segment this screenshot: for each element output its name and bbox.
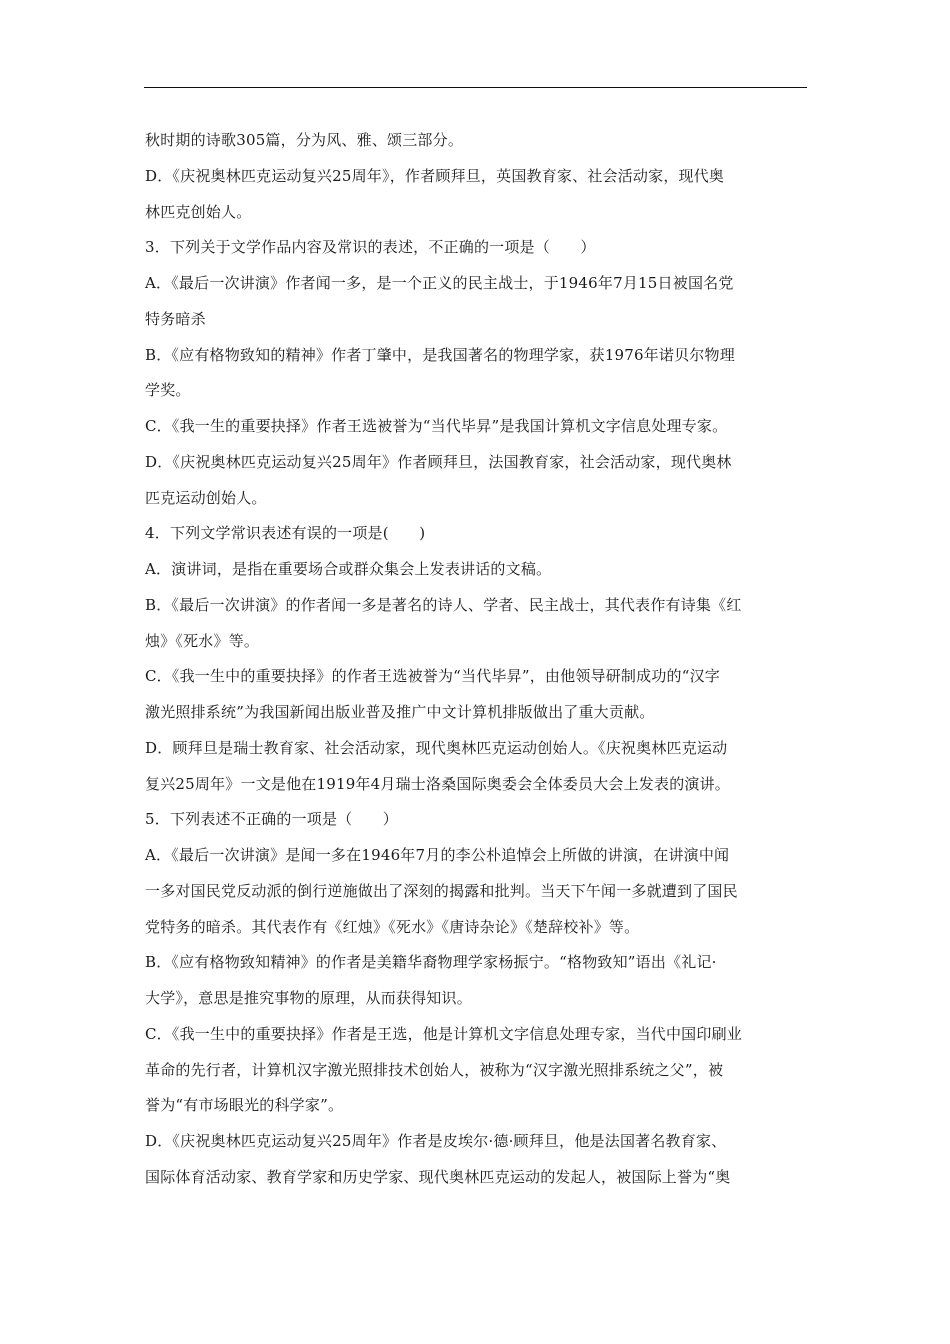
text-line: 党特务的暗杀。其代表作有《红烛》《死水》《唐诗杂论》《楚辞校补》等。 [145, 918, 640, 936]
option-line: B．《应有格物致知精神》的作者是美籍华裔物理学家杨振宁。“格物致知”语出《礼记· [145, 953, 717, 971]
question-3-stem: 3．下列关于文学作品内容及常识的表述，不正确的一项是（ ） [145, 238, 596, 256]
header-rule [144, 87, 807, 88]
text-line: 革命的先行者，计算机汉字激光照排技术创始人，被称为“汉字激光照排系统之父”，被 [145, 1061, 724, 1079]
option-line: D．《庆祝奥林匹克运动复兴25周年》作者是皮埃尔·德·顾拜旦，他是法国著名教育家、 [145, 1132, 727, 1150]
text-line: 誉为“有市场眼光的科学家”。 [145, 1096, 344, 1114]
option-line: B．《应有格物致知的精神》作者丁肇中，是我国著名的物理学家，获1976年诺贝尔物理 [145, 346, 735, 364]
text-line: 一多对国民党反动派的倒行逆施做出了深刻的揭露和批判。当天下午闻一多就遭到了国民 [145, 882, 738, 900]
option-line: A．《最后一次讲演》是闻一多在1946年7月的李公朴追悼会上所做的讲演，在讲演中闻 [145, 846, 730, 864]
text-line: 秋时期的诗歌305篇，分为风、雅、颂三部分。 [145, 131, 464, 149]
option-line: A．《最后一次讲演》作者闻一多，是一个正义的民主战士，于1946年7月15日被国名党 [145, 274, 734, 292]
text-line: 烛》《死水》等。 [145, 632, 260, 650]
option-line: D．《庆祝奥林匹克运动复兴25周年》作者顾拜旦，法国教育家，社会活动家，现代奥林 [145, 453, 732, 471]
question-4-stem: 4．下列文学常识表述有误的一项是( ) [145, 524, 426, 542]
text-line: 大学》，意思是推究事物的原理，从而获得知识。 [145, 989, 472, 1007]
text-line: 学奖。 [145, 381, 191, 399]
option-line: B．《最后一次讲演》的作者闻一多是著名的诗人、学者、民主战士，其代表作有诗集《红 [145, 596, 742, 614]
option-line: C．《我一生的重要抉择》作者王选被誉为“当代毕昇”是我国计算机文字信息处理专家。 [145, 417, 728, 435]
text-line: 特务暗杀 [145, 310, 206, 328]
option-line: D．顾拜旦是瑞士教育家、社会活动家，现代奥林匹克运动创始人。《庆祝奥林匹克运动 [145, 739, 728, 757]
text-line: 国际体育活动家、教育学家和历史学家、现代奥林匹克运动的发起人，被国际上誉为“奥 [145, 1168, 731, 1186]
option-line: C．《我一生中的重要抉择》的作者王选被誉为“当代毕昇”，由他领导研制成功的“汉字 [145, 667, 720, 685]
text-line: 复兴25周年》一文是他在1919年4月瑞士洛桑国际奥委会全体委员大会上发表的演讲。 [145, 775, 731, 793]
text-line: 林匹克创始人。 [145, 203, 252, 221]
text-line: 匹克运动创始人。 [145, 489, 267, 507]
option-line: A．演讲词，是指在重要场合或群众集会上发表讲话的文稿。 [145, 560, 552, 578]
question-5-stem: 5．下列表述不正确的一项是（ ） [145, 810, 398, 828]
option-line: C．《我一生中的重要抉择》作者是王选，他是计算机文字信息处理专家，当代中国印刷业 [145, 1025, 742, 1043]
text-line: D．《庆祝奥林匹克运动复兴25周年》，作者顾拜旦，英国教育家、社会活动家，现代奥 [145, 167, 725, 185]
text-line: 激光照排系统”为我国新闻出版业普及推广中文计算机排版做出了重大贡献。 [145, 703, 655, 721]
